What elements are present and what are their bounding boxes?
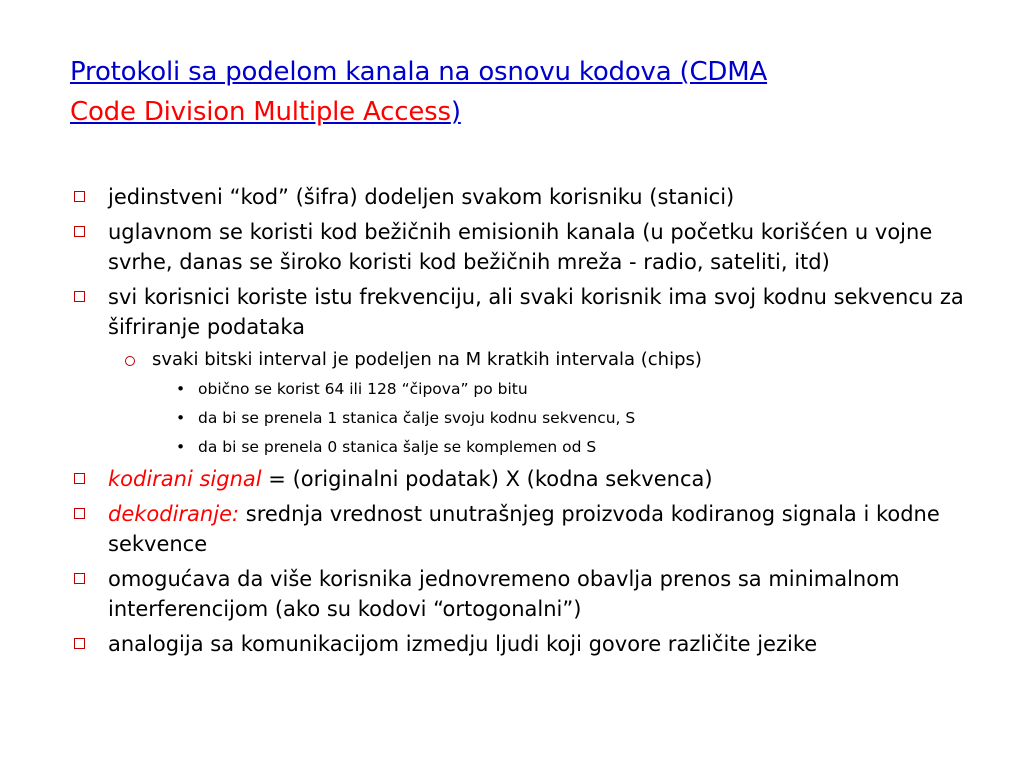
bullet-text: obično se korist 64 ili 128 “čipova” po bitu (198, 380, 528, 398)
bullet-text: jedinstveni “kod” (šifra) dodeljen svakom korisniku (stanici) (108, 185, 735, 209)
bullet-text: svi korisnici koriste istu frekvenciju, ali svaki korisnik ima svoj kodnu sekvencu za šifriranje podataka (108, 285, 964, 339)
bullet-text: uglavnom se koristi kod bežičnih emisionih kanala (u početku korišćen u vojne svrhe, danas se široko koristi kod bežičnih mreža - radio, sateliti, itd) (108, 220, 933, 274)
square-bullet-icon (74, 226, 85, 237)
square-bullet-icon (74, 291, 85, 302)
title-part-1: Protokoli sa podelom kanala na osnovu kodova (CDMA (70, 57, 768, 87)
square-bullet-icon (74, 508, 85, 519)
bullet-text: srednja vrednost unutrašnjeg proizvoda kodiranog signala i kodne sekvence (108, 502, 940, 556)
bullet-text: da bi se prenela 0 stanica šalje se komplemen od S (198, 438, 597, 456)
dot-bullet-icon: • (176, 380, 186, 398)
bullet-item (72, 464, 972, 494)
title-part-3: ) (450, 97, 461, 127)
slide-title (70, 52, 970, 132)
bullet-item (72, 217, 972, 277)
square-bullet-icon (74, 191, 85, 202)
bullet-item (72, 282, 972, 342)
bullet-text: omogućava da više korisnika jednovremeno obavlja prenos sa minimalnom interferencijom (ako su kodovi “ortogonalni”) (108, 567, 900, 621)
bullet-item (72, 564, 972, 624)
emphasis-text: dekodiranje: (108, 502, 240, 526)
bullet-text: = (originalni podatak) X (kodna sekvenca) (261, 467, 713, 491)
sub-sub-bullet-item (72, 377, 972, 401)
square-bullet-icon (74, 638, 85, 649)
title-part-2: Code Division Multiple Access (70, 97, 451, 127)
emphasis-text: kodirani signal (108, 467, 262, 491)
bullet-text: da bi se prenela 1 stanica čalje svoju kodnu sekvencu, S (198, 409, 636, 427)
bullet-item (72, 182, 972, 212)
bullet-item (72, 629, 972, 659)
bullet-text: analogija sa komunikacijom izmedju ljudi koji govore različite jezike (108, 632, 818, 656)
bullet-item (72, 499, 972, 559)
bullet-list (72, 182, 972, 664)
sub-sub-bullet-item (72, 435, 972, 459)
square-bullet-icon (74, 473, 85, 484)
bullet-text: svaki bitski interval je podeljen na M kratkih intervala (chips) (152, 349, 702, 370)
dot-bullet-icon: • (176, 409, 186, 427)
sub-bullet-item (72, 347, 972, 373)
sub-sub-bullet-item (72, 406, 972, 430)
dot-bullet-icon: • (176, 438, 186, 456)
square-bullet-icon (74, 573, 85, 584)
circle-bullet-icon (125, 356, 137, 366)
